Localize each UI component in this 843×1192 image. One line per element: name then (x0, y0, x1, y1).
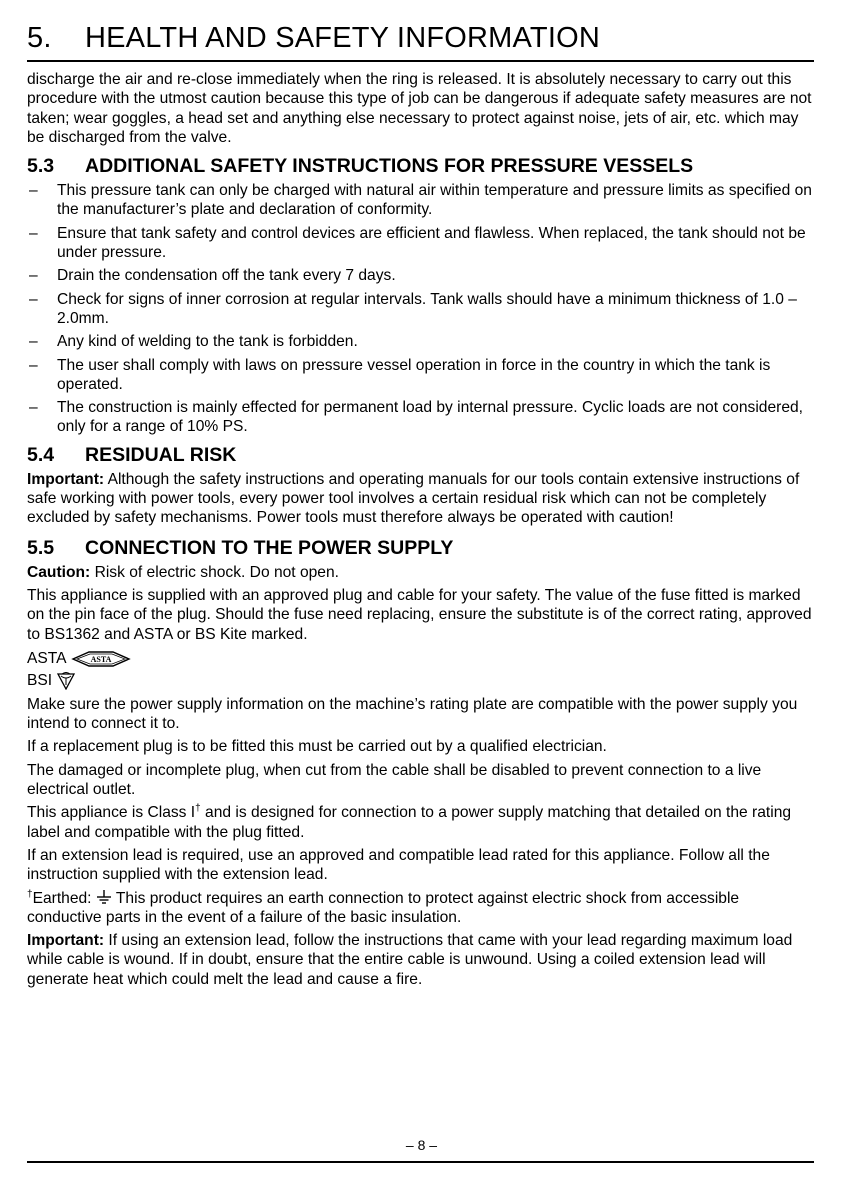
heading-number: 5.4 (27, 443, 55, 466)
list-item: – The construction is mainly effected for permanent load by internal pressure. Cyclic loads are not considered, only for a range of 10% PS. (27, 398, 817, 437)
earth-symbol-icon (96, 889, 112, 905)
asta-label: ASTA (27, 650, 67, 668)
fuse-paragraph: This appliance is supplied with an approved plug and cable for your safety. The value of the fuse fitted is marked on the pin face of the plug. Should the fuse need replacing, ensure the substitute is of the correct rating, approved to BS1362 and ASTA or BS Kite marked. (27, 586, 812, 643)
list-item: – This pressure tank can only be charged with natural air within temperature and pressure limits as specified on the manufacturer’s plate and declaration of conformity. (27, 181, 817, 220)
caution-text: Risk of electric shock. Do not open. (90, 563, 339, 581)
class-text-after: and is designed for connection to a power supply matching that detailed on the rating label and compatible with the plug fitted. (27, 804, 792, 841)
power-supply-paragraph: Make sure the power supply information on the machine’s rating plate are compatible with the power supply you intend to connect it to. (27, 695, 798, 733)
page-content (27, 70, 817, 993)
damaged-plug-paragraph: The damaged or incomplete plug, when cut from the cable shall be disabled to prevent connection to a live electrical outlet. (27, 761, 762, 799)
residual-risk-text: Although the safety instructions and operating manuals for our tools contain extensive instructions of safe working with power tools, every power tool involves a certain residual risk which can not be completely excluded by safety mechanisms. Power tools must therefore always be operated with caution! (27, 470, 800, 527)
heading-title: CONNECTION TO THE POWER SUPPLY (85, 536, 454, 559)
heading-title: ADDITIONAL SAFETY INSTRUCTIONS FOR PRESSURE VESSELS (85, 155, 694, 178)
earthed-dagger: † (27, 888, 33, 900)
heading-number: 5.5 (27, 536, 55, 559)
caution-label: Caution: (27, 563, 91, 581)
class-text-before: This appliance is Class I (27, 804, 196, 822)
section-title: HEALTH AND SAFETY INFORMATION (85, 22, 600, 54)
replacement-plug-paragraph: If a replacement plug is to be fitted this must be carried out by a qualified electrician. (27, 738, 607, 756)
section-number: 5. (27, 22, 52, 54)
important-extension-paragraph (27, 931, 817, 989)
page-title (27, 22, 600, 55)
page-number: – 8 – (405, 1137, 438, 1153)
list-item: – Drain the condensation off the tank every 7 days. (27, 266, 817, 285)
list-item: – The user shall comply with laws on pressure vessel operation in force in the country in which the tank is operated. (27, 356, 817, 395)
bsi-label: BSI (27, 672, 53, 690)
important-label: Important: (27, 470, 105, 488)
class-dagger: † (195, 803, 201, 815)
important-label: Important: (27, 932, 105, 950)
heading-5-3 (27, 154, 817, 178)
important-extension-text: If using an extension lead, follow the instructions that came with your lead regarding maximum load while cable is wound. If in doubt, ensure that the entire cable is unwound. Using a coiled extension lead will generate heat which could melt the lead and cause a fire. (27, 932, 793, 988)
earthed-text: This product requires an earth connection to protect against electric shock from accessible conductive parts in the event of a failure of the basic insulation. (27, 889, 740, 926)
earthed-paragraph (27, 889, 817, 928)
bsi-mark-line (27, 670, 817, 692)
title-divider (27, 60, 814, 62)
kitemark-icon (56, 672, 76, 690)
asta-mark-icon (71, 650, 131, 668)
list-item: – Check for signs of inner corrosion at regular intervals. Tank walls should have a minimum thickness of 1.0 – 2.0mm. (27, 290, 817, 329)
caution-paragraph (27, 563, 817, 582)
heading-title: RESIDUAL RISK (85, 443, 237, 466)
footer-divider (27, 1161, 814, 1163)
heading-5-4 (27, 443, 817, 467)
list-item: – Any kind of welding to the tank is forbidden. (27, 332, 817, 351)
earthed-label: Earthed: (32, 889, 92, 907)
asta-mark-line (27, 648, 817, 670)
list-item: – Ensure that tank safety and control devices are efficient and flawless. When replaced, the tank should not be under pressure. (27, 224, 817, 263)
asta-mark-text: ASTA (90, 654, 111, 664)
heading-number: 5.3 (27, 155, 55, 178)
class-paragraph (27, 803, 817, 842)
pressure-vessel-list (27, 181, 817, 437)
extension-paragraph: If an extension lead is required, use an approved and compatible lead rated for this appliance. Follow all the instruction supplied with the extension lead. (27, 846, 770, 884)
intro-paragraph: discharge the air and re-close immediately when the ring is released. It is absolutely necessary to carry out this procedure with the utmost caution because this type of job can be dangerous if adequate safety measures are not taken; wear goggles, a head set and anything else necessary to protect against noise, jets of air, etc. which may be discharged from the valve. (27, 71, 812, 146)
residual-risk-paragraph (27, 470, 817, 528)
heading-5-5 (27, 536, 817, 560)
